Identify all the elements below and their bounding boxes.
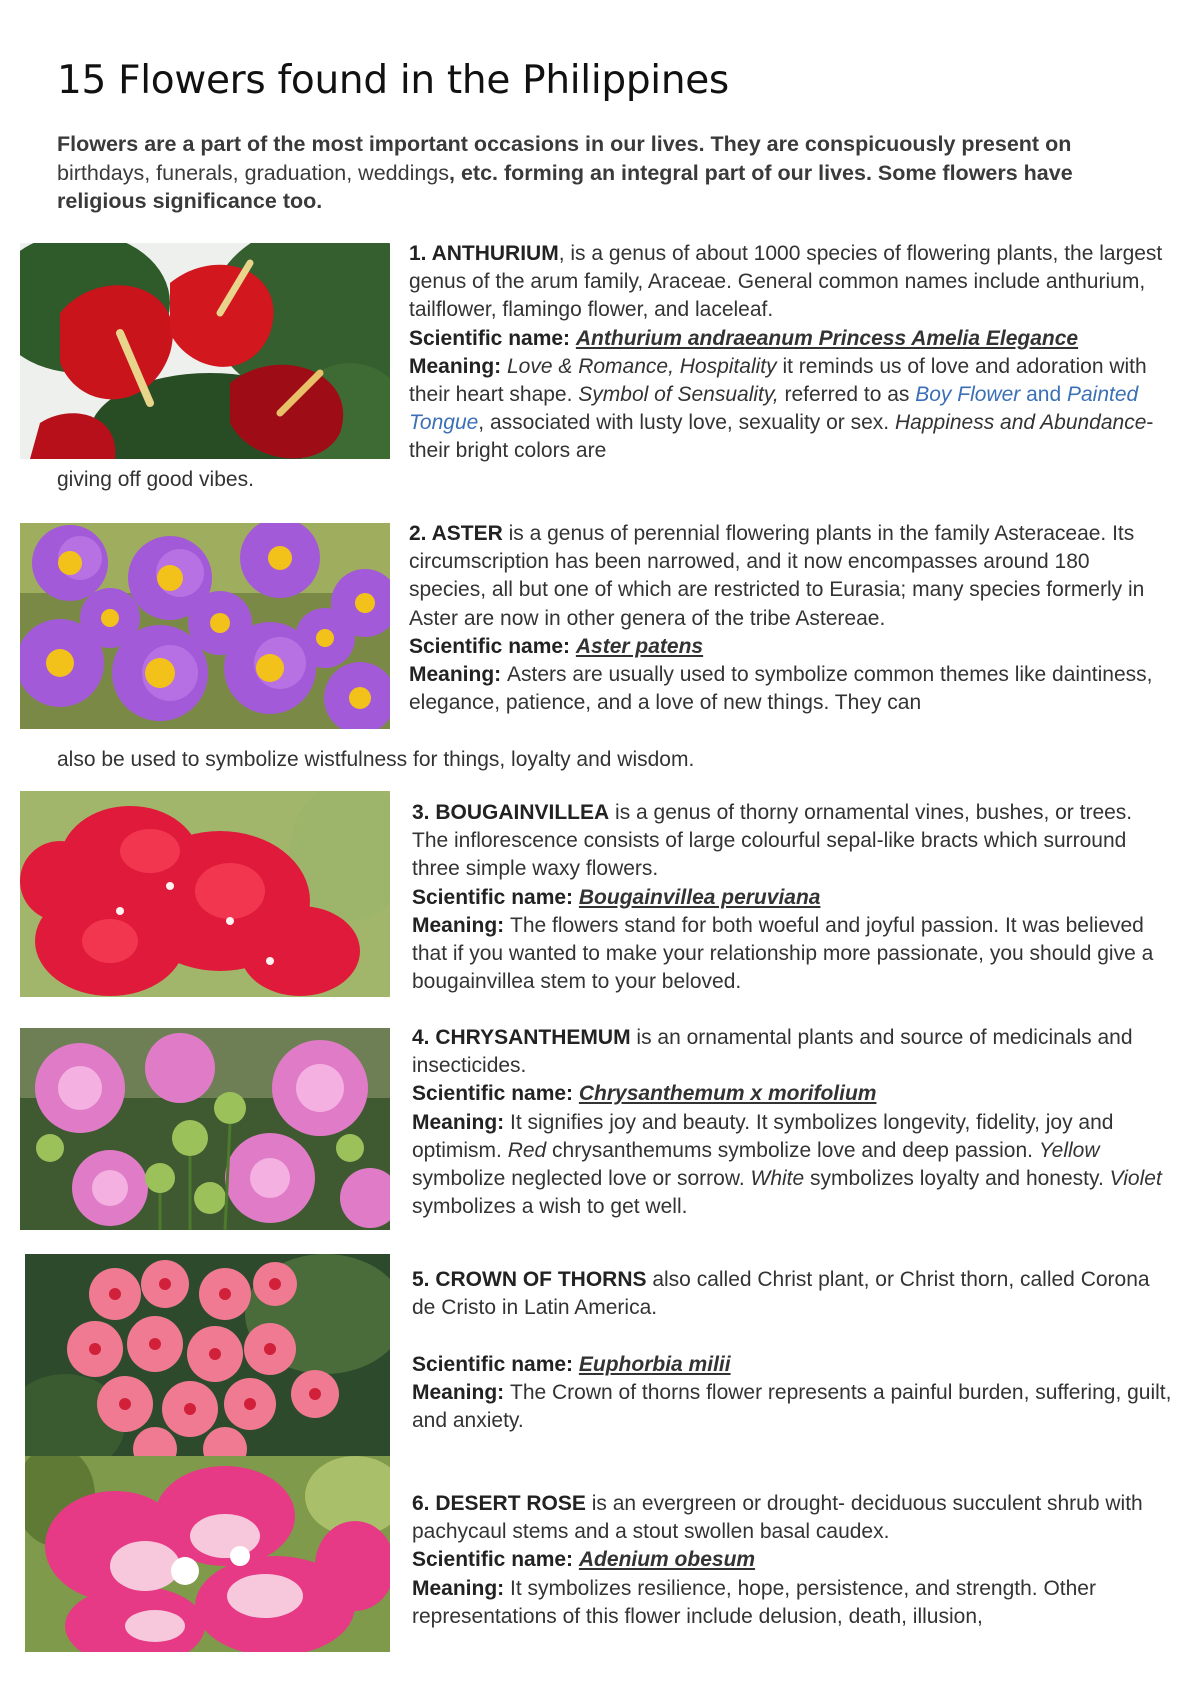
- anthurium-meaning-and: and: [1020, 383, 1067, 407]
- desert-rose-heading: 6. DESERT ROSE: [412, 1492, 586, 1515]
- meaning-label: Meaning:: [409, 354, 507, 378]
- entry-desert-rose: [412, 1490, 1172, 1631]
- desert-rose-scientific: [412, 1546, 1172, 1574]
- anthurium-photo: [20, 243, 390, 459]
- entry-crown-of-thorns: [412, 1266, 1172, 1435]
- aster-meaning-text: Asters are usually used to symbolize common themes like daintiness, elegance, patience, and a love of new things. They can: [409, 663, 1153, 715]
- meaning-label: Meaning:: [409, 663, 507, 687]
- chrysanthemum-yellow: Yellow: [1038, 1138, 1100, 1162]
- crown-of-thorns-description: [412, 1266, 1172, 1322]
- page-title: 15 Flowers found in the Philippines: [57, 58, 729, 103]
- bougainvillea-photo: [20, 791, 390, 997]
- aster-overflow-line: also be used to symbolize wistfulness for things, loyalty and wisdom.: [57, 748, 695, 771]
- aster-photo: [20, 523, 390, 729]
- anthurium-meaning-1: Love & Romance, Hospitality: [507, 354, 777, 378]
- anthurium-scientific: [409, 325, 1169, 353]
- scientific-label: Scientific name:: [412, 1548, 579, 1572]
- chrysanthemum-scientific: [412, 1080, 1172, 1108]
- anthurium-overflow-line: giving off good vibes.: [57, 468, 254, 491]
- anthurium-meaning-3: Symbol of Sensuality,: [578, 383, 779, 407]
- bougainvillea-meaning-text: The flowers stand for both woeful and joyful passion. It was believed that if you wanted to make your relationship more passionate, you should give a bougainvillea stem to your beloved.: [412, 913, 1154, 994]
- chrysanthemum-desc-text: is an ornamental plants and source of medicinals and insecticides.: [412, 1026, 1133, 1078]
- bougainvillea-desc-text: is a genus of thorny ornamental vines, bushes, or trees. The inflorescence consists of large colourful sepal-like bracts which surround three simple waxy flowers.: [412, 801, 1133, 881]
- chrysanthemum-photo: [20, 1028, 390, 1230]
- bougainvillea-scientific-name: Bougainvillea peruviana: [578, 885, 821, 909]
- scientific-label: Scientific name:: [412, 885, 579, 909]
- aster-description: [409, 520, 1169, 633]
- chrysanthemum-white: White: [750, 1167, 805, 1191]
- anthurium-heading: 1. ANTHURIUM: [409, 242, 559, 265]
- aster-meaning: [409, 661, 1169, 717]
- anthurium-description: [409, 240, 1169, 325]
- anthurium-desc-text: , is a genus of about 1000 species of flowering plants, the largest genus of the arum family, Araceae. General common names include anthurium, tailflower, flamingo flower, and laceleaf.: [409, 242, 1163, 322]
- aster-heading: 2. ASTER: [409, 522, 503, 545]
- meaning-label: Meaning:: [412, 913, 510, 937]
- crown-of-thorns-scientific-name: Euphorbia milii: [578, 1352, 731, 1376]
- anthurium-meaning-4: referred to as: [778, 383, 916, 407]
- intro-occasions: birthdays, funerals, graduation, weddings: [57, 160, 450, 185]
- crown-of-thorns-photo: [25, 1254, 390, 1456]
- crown-of-thorns-heading: 5. CROWN OF THORNS: [412, 1268, 647, 1291]
- chrysanthemum-meaning-1: It signifies joy and beauty. It symbolizes longevity, fidelity, joy and optimism.: [412, 1110, 1114, 1162]
- anthurium-meaning-2: it reminds us of love and adoration with their heart shape.: [409, 354, 1147, 407]
- meaning-label: Meaning:: [412, 1110, 510, 1134]
- chrysanthemum-meaning-4: symbolizes loyalty and honesty.: [804, 1167, 1110, 1191]
- scientific-label: Scientific name:: [412, 1082, 579, 1106]
- intro-text-1: Flowers are a part of the most important occasions in our lives. They are conspicuously present on: [57, 132, 1072, 156]
- anthurium-meaning-6: Happiness and Abundance: [894, 411, 1147, 435]
- chrysanthemum-heading: 4. CHRYSANTHEMUM: [412, 1026, 631, 1049]
- anthurium-meaning-5: , associated with lusty love, sexuality or sex.: [478, 411, 895, 435]
- bougainvillea-meaning: [412, 912, 1172, 997]
- chrysanthemum-scientific-name: Chrysanthemum x morifolium: [578, 1082, 877, 1106]
- crown-of-thorns-meaning: [412, 1379, 1172, 1435]
- entry-bougainvillea: [412, 799, 1172, 996]
- crown-of-thorns-desc-text: also called Christ plant, or Christ thorn, called Corona de Cristo in Latin America.: [412, 1268, 1150, 1320]
- intro-text-2: , etc. forming an integral part of our lives. Some flowers have religious significance too.: [57, 160, 1073, 213]
- entry-anthurium: [409, 240, 1169, 466]
- desert-rose-desc-text: is an evergreen or drought- deciduous succulent shrub with pachycaul stems and a stout swollen basal caudex.: [412, 1492, 1143, 1544]
- bougainvillea-description: [412, 799, 1172, 884]
- chrysanthemum-violet: Violet: [1109, 1167, 1162, 1191]
- entry-aster: [409, 520, 1169, 717]
- anthurium-boy-flower: Boy Flower: [915, 383, 1021, 407]
- anthurium-painted-tongue: Painted Tongue: [409, 383, 1139, 435]
- bougainvillea-heading: 3. BOUGAINVILLEA: [412, 801, 610, 824]
- aster-desc-text: is a genus of perennial flowering plants in the family Asteraceae. Its circumscription has been narrowed, and it now encompasses around 180 species, all but one of which are restricted to Eurasia; many species formerly in Aster are now in other genera of the tribe Astereae.: [409, 522, 1145, 630]
- scientific-label: Scientific name:: [409, 326, 576, 350]
- entry-chrysanthemum: [412, 1024, 1172, 1221]
- chrysanthemum-meaning: [412, 1109, 1172, 1222]
- desert-rose-description: [412, 1490, 1172, 1546]
- anthurium-scientific-name: Anthurium andraeanum Princess Amelia Elegance: [575, 326, 1079, 350]
- desert-rose-photo: [25, 1456, 390, 1652]
- bougainvillea-scientific: [412, 884, 1172, 912]
- anthurium-meaning-7: - their bright colors are: [409, 411, 1154, 463]
- meaning-label: Meaning:: [412, 1380, 510, 1404]
- desert-rose-meaning-text: It symbolizes resilience, hope, persistence, and strength. Other representations of this flower include delusion, death, illusion,: [412, 1576, 1096, 1628]
- chrysanthemum-meaning-5: symbolizes a wish to get well.: [412, 1195, 688, 1219]
- crown-of-thorns-spacer: [412, 1322, 1172, 1350]
- chrysanthemum-meaning-3: symbolize neglected love or sorrow.: [412, 1167, 751, 1191]
- anthurium-meaning: [409, 353, 1169, 466]
- chrysanthemum-red: Red: [507, 1138, 547, 1162]
- desert-rose-meaning: [412, 1575, 1172, 1631]
- intro-paragraph: [57, 130, 1147, 216]
- aster-scientific-name: Aster patens: [575, 634, 704, 658]
- crown-of-thorns-meaning-text: The Crown of thorns flower represents a painful burden, suffering, guilt, and anxiety.: [412, 1380, 1172, 1432]
- chrysanthemum-meaning-2: chrysanthemums symbolize love and deep passion.: [546, 1138, 1039, 1162]
- scientific-label: Scientific name:: [412, 1352, 579, 1376]
- desert-rose-scientific-name: Adenium obesum: [578, 1548, 756, 1572]
- aster-scientific: [409, 633, 1169, 661]
- scientific-label: Scientific name:: [409, 634, 576, 658]
- chrysanthemum-description: [412, 1024, 1172, 1080]
- crown-of-thorns-scientific: [412, 1351, 1172, 1379]
- meaning-label: Meaning:: [412, 1576, 510, 1600]
